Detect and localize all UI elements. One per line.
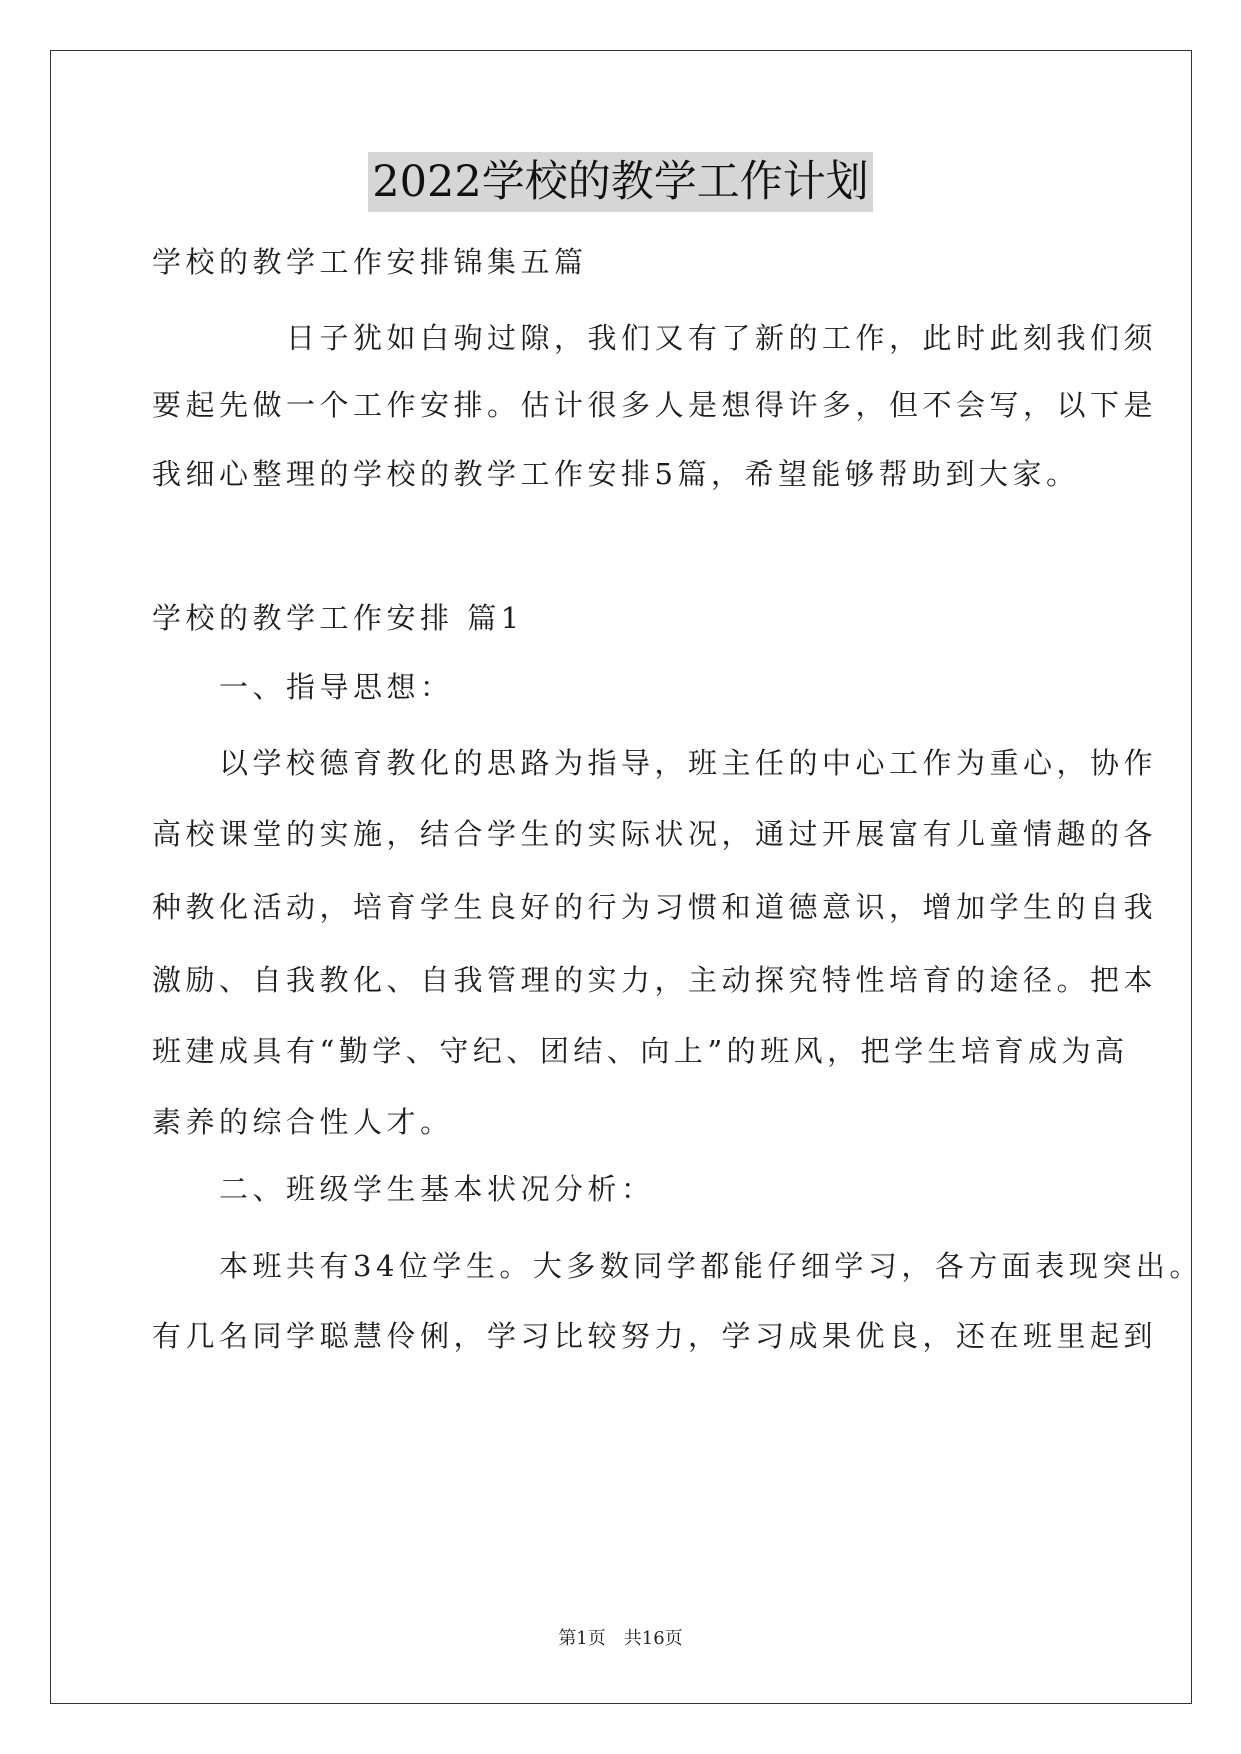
- paragraph-line: 高校课堂的实施，结合学生的实际状况，通过开展富有儿童情趣的各: [152, 817, 1158, 851]
- section-heading: 学校的教学工作安排 篇1: [152, 601, 524, 635]
- page-number: 第1页 共16页: [558, 1628, 683, 1649]
- paragraph-line: 种教化活动，培育学生良好的行为习惯和道德意识，增加学生的自我: [152, 890, 1158, 924]
- title-container: [0, 152, 1241, 212]
- paragraph-line: 本班共有34位学生。大多数同学都能仔细学习，各方面表现突出。: [152, 1249, 1203, 1283]
- page-border: [50, 50, 1192, 1704]
- paragraph-line: 班建成具有“勤学、守纪、团结、向上”的班风，把学生培育成为高: [152, 1034, 1129, 1068]
- document-title: 2022学校的教学工作计划: [368, 152, 872, 212]
- paragraph-line: 要起先做一个工作安排。估计很多人是想得许多，但不会写，以下是: [152, 388, 1158, 422]
- subtitle-line: 学校的教学工作安排锦集五篇: [152, 245, 588, 279]
- paragraph-line: 素养的综合性人才。: [152, 1105, 454, 1139]
- paragraph-line: 以学校德育教化的思路为指导，班主任的中心工作为重心，协作: [152, 746, 1158, 780]
- paragraph-line: 我细心整理的学校的教学工作安排5篇，希望能够帮助到大家。: [152, 457, 1080, 491]
- paragraph-line: 有几名同学聪慧伶俐，学习比较努力，学习成果优良，还在班里起到: [152, 1319, 1158, 1353]
- subsection-heading: 一、指导思想：: [152, 670, 454, 704]
- paragraph-line: 日子犹如白驹过隙，我们又有了新的工作，此时此刻我们须: [152, 321, 1158, 355]
- subsection-heading: 二、班级学生基本状况分析：: [152, 1172, 655, 1206]
- paragraph-line: 激励、自我教化、自我管理的实力，主动探究特性培育的途径。把本: [152, 963, 1158, 997]
